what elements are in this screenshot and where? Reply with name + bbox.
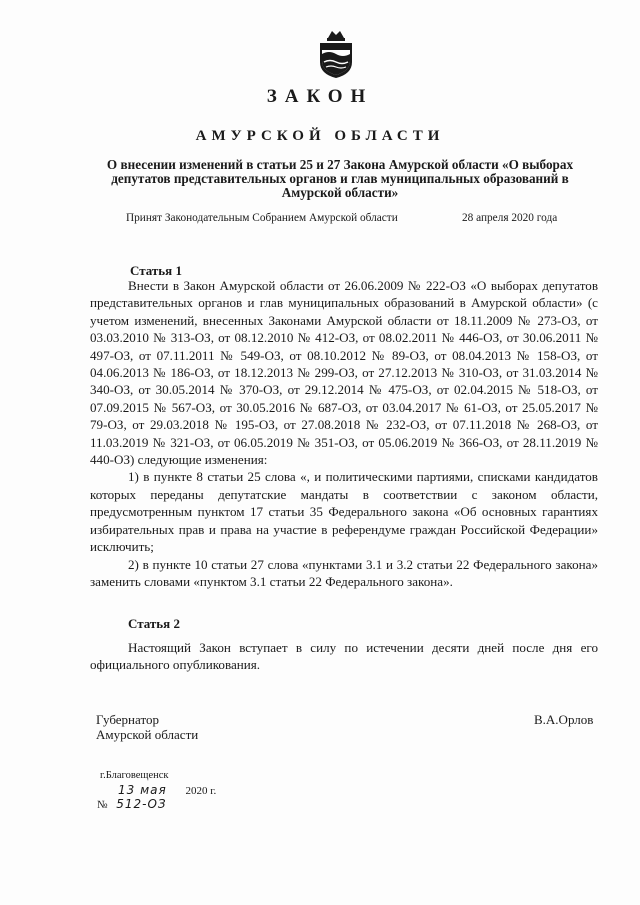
- article-2-text: Настоящий Закон вступает в силу по истечении десяти дней после дня его официального опубликования.: [90, 640, 598, 673]
- signatory-name: В.А.Орлов: [534, 712, 594, 727]
- adoption-statement: Принят Законодательным Собранием Амурской области: [126, 212, 398, 224]
- handwritten-date: 13 мая: [118, 783, 167, 797]
- handwritten-number: 512-ОЗ: [116, 797, 167, 811]
- subject-line: Амурской области»: [281, 185, 399, 200]
- article-2-heading: Статья 2: [128, 616, 180, 631]
- article-1-body: [90, 277, 598, 590]
- signing-year: 2020 г.: [185, 785, 217, 797]
- law-subject: [92, 158, 588, 200]
- signatory-title-line: Губернатор: [96, 712, 159, 727]
- law-number: [97, 797, 183, 811]
- coat-of-arms-icon: [316, 28, 356, 80]
- signatory-title-line: Амурской области: [96, 727, 199, 742]
- article-1-item-2: 2) в пункте 10 статьи 27 слова «пунктами 3.1 и 3.2 статьи 22 Федерального закона» заменить словами «пунктом 3.1 статьи 22 Федерального закона».: [90, 556, 598, 589]
- article-1-heading: Статья 1: [130, 263, 182, 278]
- subject-line: депутатов представительных органов и глав муниципальных образований в: [111, 171, 569, 186]
- article-1-intro: Внести в Закон Амурской области от 26.06.2009 № 222-ОЗ «О выборах депутатов представительных органов и глав муниципальных образований в Амурской области» (с учетом изменений, внесенных Законами Амурской области от 18.11.2009 № 273-ОЗ, от 03.03.2010 № 313-ОЗ, от 08.12.2010 № 412-ОЗ, от 08.02.2011 № 446-ОЗ, от 30.06.2011 № 497-ОЗ, от 07.11.2011 № 549-ОЗ, от 08.10.2012 № 89-ОЗ, от 08.04.2013 № 158-ОЗ, от 04.06.2013 № 186-ОЗ, от 18.12.2013 № 299-ОЗ, от 27.12.2013 № 310-ОЗ, от 31.03.2014 № 340-ОЗ, от 30.05.2014 № 370-ОЗ, от 29.12.2014 № 475-ОЗ, от 02.04.2015 № 518-ОЗ, от 07.09.2015 № 567-ОЗ, от 30.05.2016 № 687-ОЗ, от 03.04.2017 № 61-ОЗ, от 25.05.2017 № 79-ОЗ, от 29.03.2018 № 195-ОЗ, от 27.08.2018 № 232-ОЗ, от 07.11.2018 № 268-ОЗ, от 11.03.2019 № 321-ОЗ, от 06.05.2019 № 351-ОЗ, от 05.06.2019 № 366-ОЗ, от 28.11.2019 № 440-ОЗ) следующие изменения:: [90, 278, 598, 468]
- adoption-date: 28 апреля 2020 года: [462, 212, 558, 224]
- signatory-title: [96, 712, 198, 742]
- article-2-body: [90, 639, 598, 674]
- subject-line: О внесении изменений в статьи 25 и 27 Закона Амурской области «О выборах: [106, 157, 574, 172]
- signing-date: [118, 783, 216, 797]
- article-1-item-1: 1) в пункте 8 статьи 25 слова «, и политическими партиями, списками кандидатов которых переданы депутатские мандаты в соответствии с законом области, предусмотренным пунктом 17 статьи 35 Федерального закона «Об основных гарантиях избирательных прав и права на участие в референдуме граждан Российской Федерации» исключить;: [90, 469, 598, 555]
- signing-place: г.Благовещенск: [100, 770, 169, 781]
- document-title: ЗАКОН: [266, 86, 374, 107]
- number-prefix: №: [97, 799, 108, 811]
- region-title: АМУРСКОЙ ОБЛАСТИ: [195, 128, 445, 144]
